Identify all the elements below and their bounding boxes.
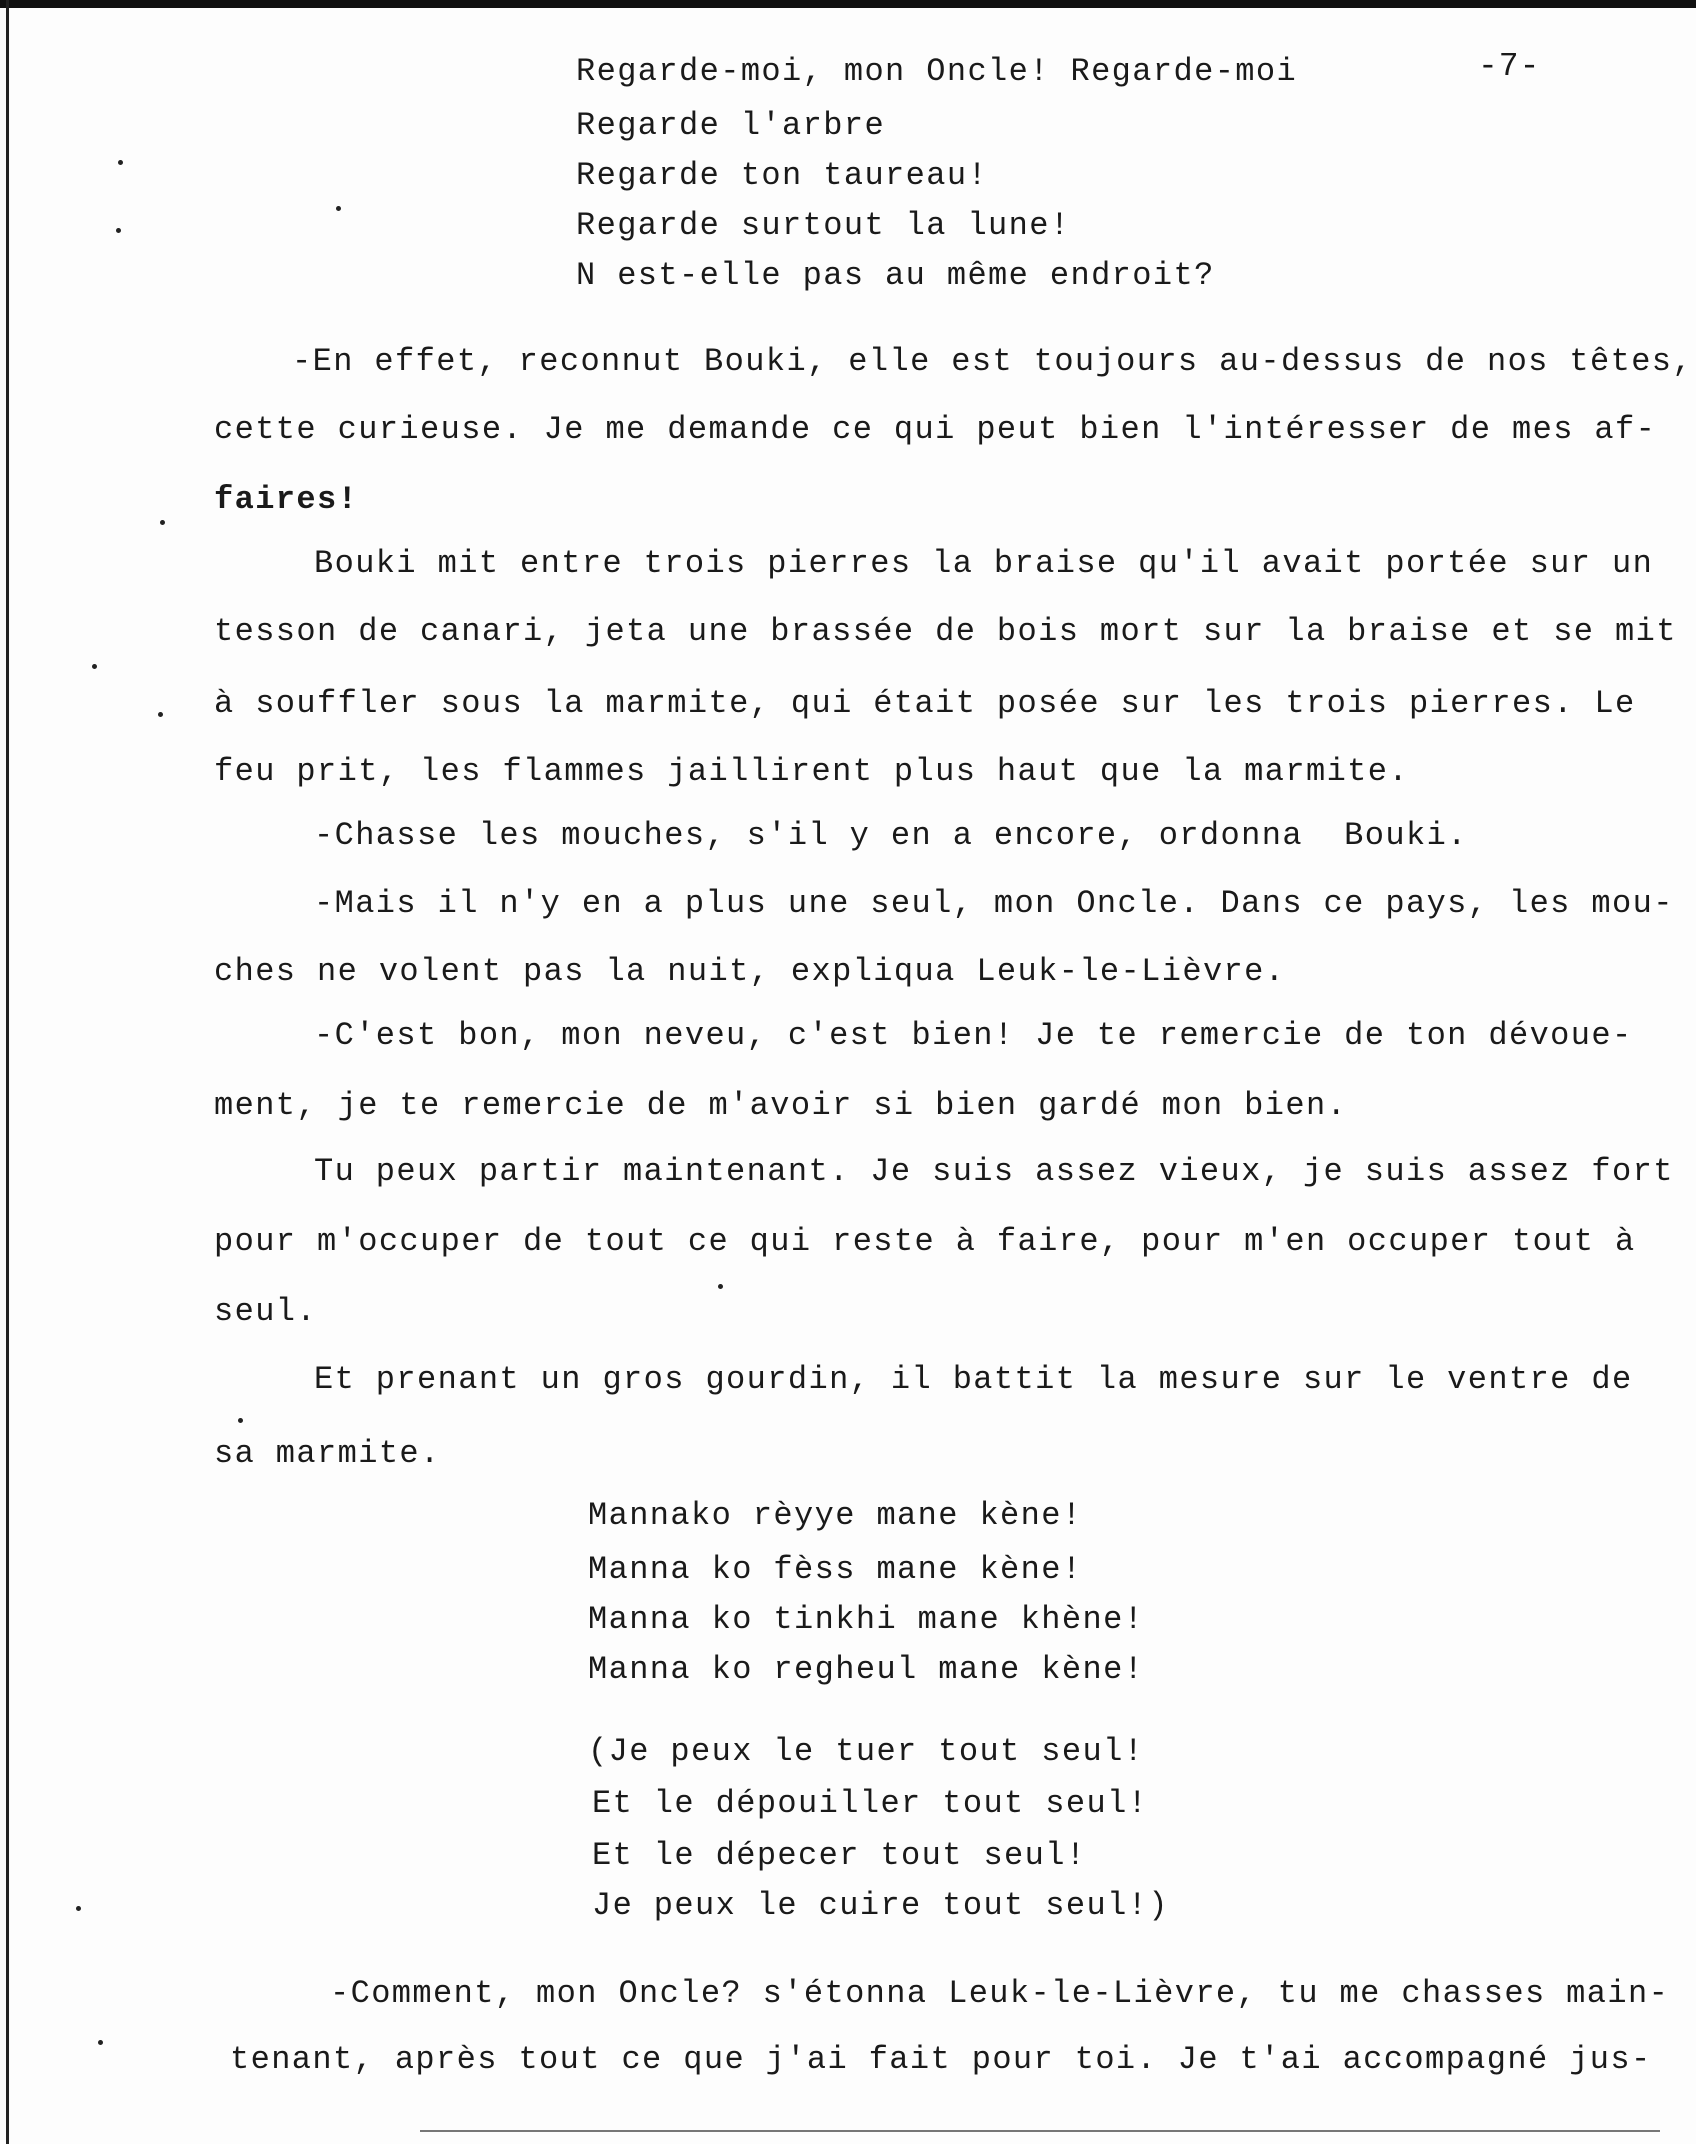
- prose-line: -Comment, mon Oncle? s'étonna Leuk-le-Lièvre, tu me chasses main-: [330, 1975, 1670, 2012]
- poem-line: N est-elle pas au même endroit?: [576, 257, 1215, 294]
- poem-line: Regarde-moi, mon Oncle! Regarde-moi: [576, 53, 1298, 90]
- poem-line: Regarde surtout la lune!: [576, 207, 1071, 244]
- left-border: [6, 0, 9, 2144]
- scan-speck: [92, 664, 97, 669]
- prose-line: à souffler sous la marmite, qui était posée sur les trois pierres. Le: [214, 685, 1636, 722]
- translation-line: Et le dépecer tout seul!: [592, 1837, 1087, 1874]
- song-line: Manna ko fèss mane kène!: [588, 1551, 1083, 1588]
- prose-line: feu prit, les flammes jaillirent plus haut que la marmite.: [214, 753, 1409, 790]
- scan-speck: [158, 712, 163, 717]
- prose-line: -En effet, reconnut Bouki, elle est toujours au-dessus de nos têtes,: [292, 343, 1694, 380]
- prose-line: faires!: [214, 481, 359, 518]
- prose-line: ment, je te remercie de m'avoir si bien gardé mon bien.: [214, 1087, 1348, 1124]
- scan-speck: [238, 1418, 243, 1423]
- scan-speck: [718, 1284, 723, 1289]
- translation-line: (Je peux le tuer tout seul!: [588, 1733, 1145, 1770]
- prose-line: cette curieuse. Je me demande ce qui peut bien l'intéresser de mes af-: [214, 411, 1657, 448]
- song-line: Mannako rèyye mane kène!: [588, 1497, 1083, 1534]
- poem-line: Regarde ton taureau!: [576, 157, 989, 194]
- bottom-rule: [420, 2130, 1660, 2132]
- top-border: [0, 0, 1696, 8]
- poem-line: Regarde l'arbre: [576, 107, 886, 144]
- prose-line: pour m'occuper de tout ce qui reste à faire, pour m'en occuper tout à: [214, 1223, 1636, 1260]
- prose-line: sa marmite.: [214, 1435, 441, 1472]
- prose-line: Bouki mit entre trois pierres la braise qu'il avait portée sur un: [314, 545, 1654, 582]
- song-line: Manna ko regheul mane kène!: [588, 1651, 1145, 1688]
- scan-speck: [118, 160, 123, 165]
- prose-line: -C'est bon, mon neveu, c'est bien! Je te remercie de ton dévoue-: [314, 1017, 1633, 1054]
- prose-line: Tu peux partir maintenant. Je suis assez vieux, je suis assez fort: [314, 1153, 1674, 1190]
- prose-line: tenant, après tout ce que j'ai fait pour toi. Je t'ai accompagné jus-: [230, 2041, 1652, 2078]
- prose-line: seul.: [214, 1293, 318, 1330]
- prose-line: -Mais il n'y en a plus une seul, mon Oncle. Dans ce pays, les mou-: [314, 885, 1674, 922]
- page-number: -7-: [1478, 48, 1541, 85]
- translation-line: Et le dépouiller tout seul!: [592, 1785, 1149, 1822]
- prose-line: tesson de canari, jeta une brassée de bois mort sur la braise et se mit: [214, 613, 1677, 650]
- scan-speck: [336, 206, 341, 211]
- scan-speck: [116, 228, 121, 233]
- translation-line: Je peux le cuire tout seul!): [592, 1887, 1169, 1924]
- scan-speck: [160, 520, 165, 525]
- prose-line: -Chasse les mouches, s'il y en a encore, ordonna Bouki.: [314, 817, 1468, 854]
- scan-speck: [76, 1906, 81, 1911]
- prose-line: Et prenant un gros gourdin, il battit la mesure sur le ventre de: [314, 1361, 1633, 1398]
- song-line: Manna ko tinkhi mane khène!: [588, 1601, 1145, 1638]
- prose-line: ches ne volent pas la nuit, expliqua Leuk-le-Lièvre.: [214, 953, 1286, 990]
- scan-speck: [98, 2040, 103, 2045]
